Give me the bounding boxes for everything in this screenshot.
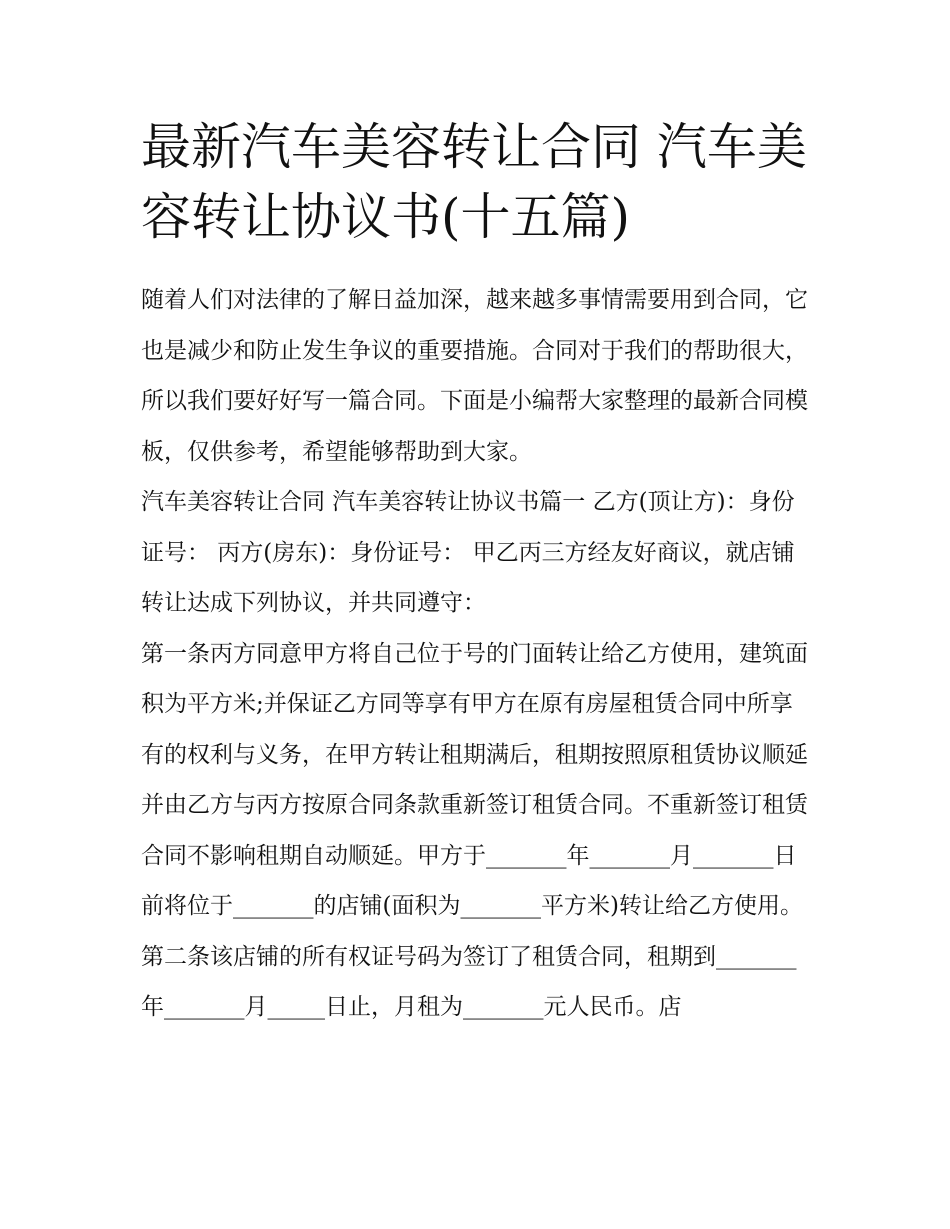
article-two-paragraph: 第二条该店铺的所有权证号码为签订了租赁合同，租期到_______年_______月_____日止，月租为_______元人民币。店 (141, 943, 797, 1020)
article-one-paragraph: 第一条丙方同意甲方将自己位于号的门面转让给乙方使用，建筑面积为平方米;并保证乙方同等享有甲方在原有房屋租赁合同中所享有的权利与义务，在甲方转让租期满后，租期按照原租赁协议顺延并由乙方与丙方按原合同条款重新签订租赁合同。不重新签订租赁合同不影响租期自动顺延。甲方于_______年_______月_______日前将位于_______的店铺(面积为_______平方米)转让给乙方使用。 (141, 640, 808, 919)
intro-paragraph: 随着人们对法律的了解日益加深，越来越多事情需要用到合同，它也是减少和防止发生争议的重要措施。合同对于我们的帮助很大，所以我们要好好写一篇合同。下面是小编帮大家整理的最新合同模板，仅供参考，希望能够帮助到大家。 (141, 287, 808, 465)
document-page (141, 112, 813, 1033)
document-title: 最新汽车美容转让合同 汽车美容转让协议书(十五篇) (141, 118, 807, 246)
contract-preamble-paragraph: 汽车美容转让合同 汽车美容转让协议书篇一 乙方(顶让方)：身份证号： 丙方(房东)：身份证号： 甲乙丙三方经友好商议，就店铺转让达成下列协议，并共同遵守： (141, 489, 795, 616)
